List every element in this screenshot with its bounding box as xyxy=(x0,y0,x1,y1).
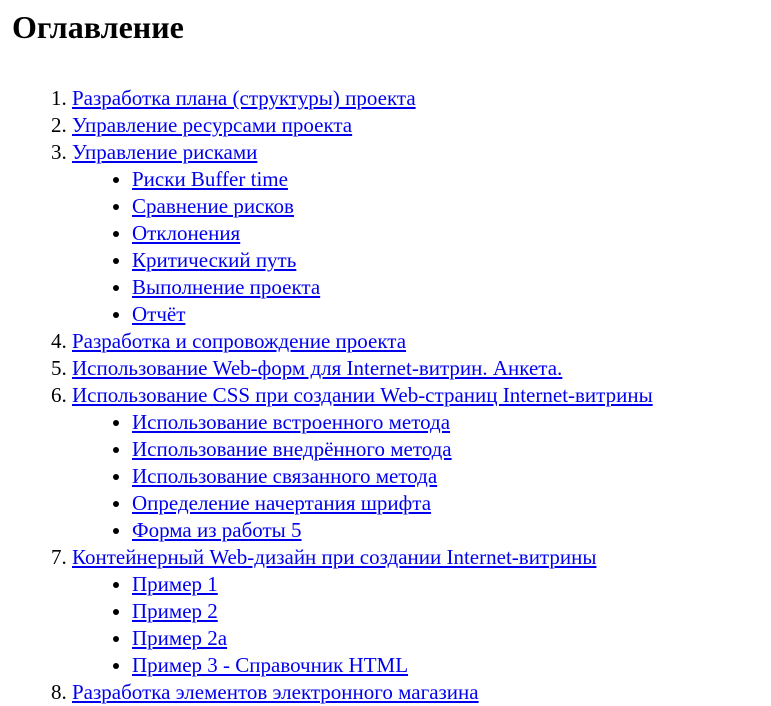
toc-subitem xyxy=(132,274,771,301)
toc-sublink-embedded-method[interactable]: Использование внедрённого метода xyxy=(132,437,452,461)
toc-subitem xyxy=(132,409,771,436)
toc-item-6 xyxy=(72,382,771,544)
toc-sublink-critical-path[interactable]: Критический путь xyxy=(132,248,297,272)
toc-sublink-font-style[interactable]: Определение начертания шрифта xyxy=(132,491,432,515)
toc-link-1[interactable]: Разработка плана (структуры) проекта xyxy=(72,86,416,110)
toc-link-8[interactable]: Разработка элементов электронного магазина xyxy=(72,680,479,704)
toc-subitem xyxy=(132,193,771,220)
toc-sublink-example-1[interactable]: Пример 1 xyxy=(132,572,218,596)
toc-sublink-risks-buffer-time[interactable]: Риски Buffer time xyxy=(132,167,288,191)
toc-subitem xyxy=(132,463,771,490)
toc-item-8 xyxy=(72,679,771,706)
toc-sublist-7 xyxy=(72,571,771,679)
toc-sublink-example-2[interactable]: Пример 2 xyxy=(132,599,218,623)
table-of-contents xyxy=(12,85,771,706)
toc-sublink-risk-comparison[interactable]: Сравнение рисков xyxy=(132,194,294,218)
toc-subitem xyxy=(132,436,771,463)
toc-subitem xyxy=(132,220,771,247)
toc-item-1 xyxy=(72,85,771,112)
toc-item-7 xyxy=(72,544,771,679)
toc-subitem xyxy=(132,301,771,328)
toc-sublink-deviations[interactable]: Отклонения xyxy=(132,221,241,245)
toc-sublink-project-execution[interactable]: Выполнение проекта xyxy=(132,275,321,299)
toc-link-6[interactable]: Использование CSS при создании Web-страниц Internet-витрины xyxy=(72,383,653,407)
toc-sublink-form-work-5[interactable]: Форма из работы 5 xyxy=(132,518,302,542)
toc-sublink-example-2a[interactable]: Пример 2a xyxy=(132,626,228,650)
toc-sublist-3 xyxy=(72,166,771,328)
toc-item-4 xyxy=(72,328,771,355)
toc-subitem xyxy=(132,247,771,274)
toc-sublist-6 xyxy=(72,409,771,544)
toc-item-5 xyxy=(72,355,771,382)
toc-sublink-report[interactable]: Отчёт xyxy=(132,302,186,326)
toc-subitem xyxy=(132,652,771,679)
toc-subitem xyxy=(132,571,771,598)
toc-link-5[interactable]: Использование Web-форм для Internet-витрин. Анкета. xyxy=(72,356,563,380)
toc-sublink-linked-method[interactable]: Использование связанного метода xyxy=(132,464,438,488)
toc-sublink-inline-method[interactable]: Использование встроенного метода xyxy=(132,410,451,434)
toc-item-2 xyxy=(72,112,771,139)
toc-subitem xyxy=(132,517,771,544)
toc-subitem xyxy=(132,625,771,652)
toc-link-2[interactable]: Управление ресурсами проекта xyxy=(72,113,353,137)
toc-subitem xyxy=(132,490,771,517)
toc-link-4[interactable]: Разработка и сопровождение проекта xyxy=(72,329,407,353)
toc-subitem xyxy=(132,598,771,625)
toc-link-3[interactable]: Управление рисками xyxy=(72,140,258,164)
toc-sublink-example-3[interactable]: Пример 3 - Справочник HTML xyxy=(132,653,409,677)
toc-item-3 xyxy=(72,139,771,328)
toc-subitem xyxy=(132,166,771,193)
toc-link-7[interactable]: Контейнерный Web-дизайн при создании Internet-витрины xyxy=(72,545,597,569)
page-title: Оглавление xyxy=(12,9,184,45)
